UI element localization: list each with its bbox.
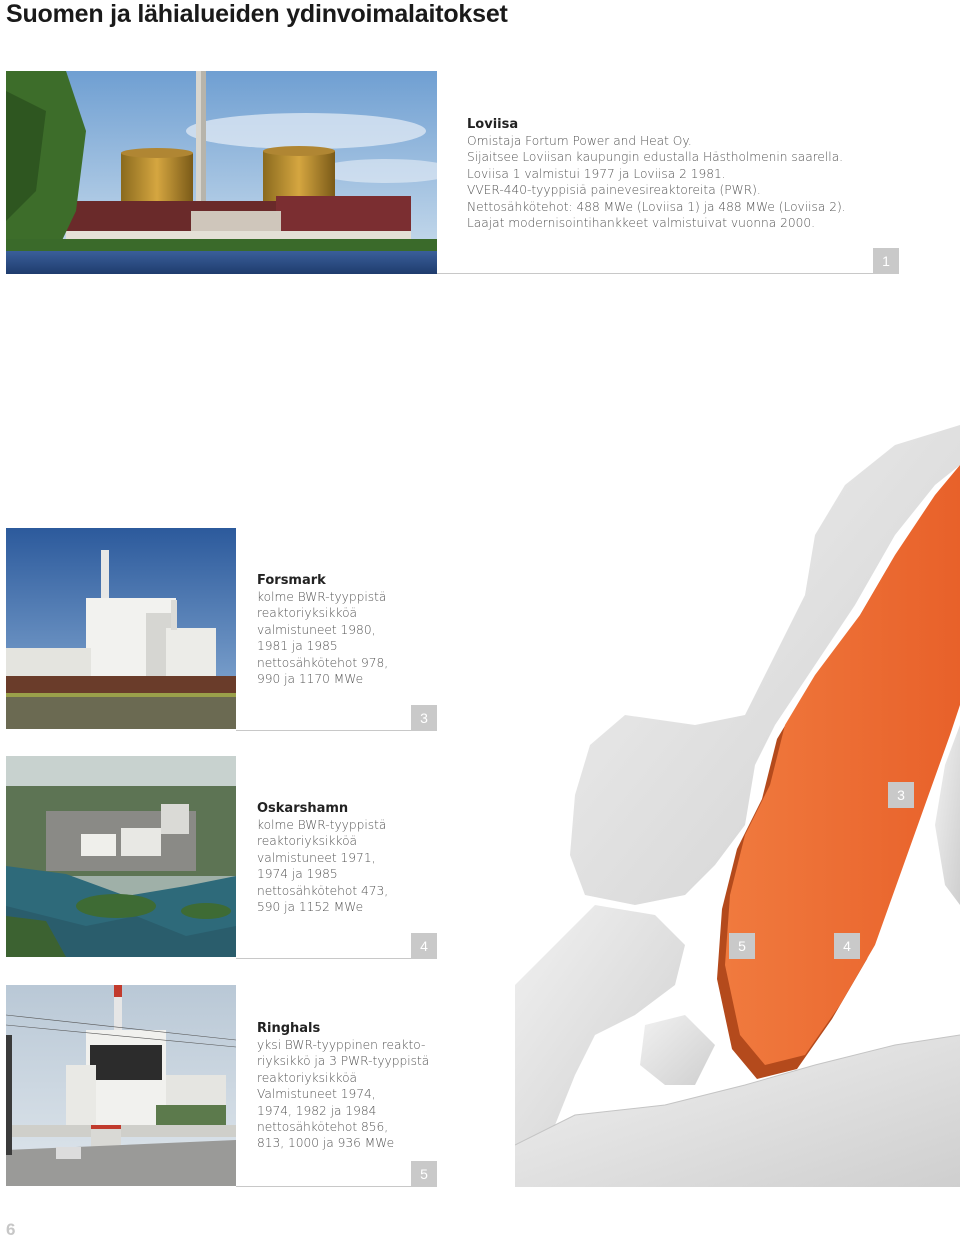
plant-detail: nettosähkötehot 856, xyxy=(257,1120,389,1135)
page-title: Suomen ja lähialueiden ydinvoimalaitokset xyxy=(6,0,508,28)
plant-detail: valmistuneet 1971, xyxy=(257,850,376,865)
plant-detail: Valmistuneet 1974, xyxy=(257,1087,376,1102)
ringhals-photo xyxy=(6,985,236,1186)
plant-name: Forsmark xyxy=(257,573,326,588)
plant-detail: VVER-440-tyyppisiä painevesireaktoreita (PWR). xyxy=(467,183,761,198)
map-badge-forsmark: 3 xyxy=(888,782,914,808)
divider xyxy=(236,1186,436,1187)
plant-detail: valmistuneet 1980, xyxy=(257,622,376,637)
ringhals-badge: 5 xyxy=(411,1161,437,1187)
page-number: 6 xyxy=(6,1220,16,1238)
plant-detail: kolme BWR-tyyppistä xyxy=(257,590,387,604)
plant-detail: nettosähkötehot 473, xyxy=(257,883,389,898)
oskarshamn-info xyxy=(257,801,388,915)
plant-detail: Laajat modernisointihankkeet valmistuivat vuonna 2000. xyxy=(467,216,816,231)
forsmark-info xyxy=(257,573,388,687)
divider xyxy=(236,730,436,731)
plant-detail: 1974 ja 1985 xyxy=(257,867,338,882)
plant-detail: reaktoriyksikköä xyxy=(257,606,358,621)
plant-detail: 990 ja 1170 MWe xyxy=(257,672,364,687)
plant-detail: yksi BWR-tyyppinen reakto- xyxy=(257,1038,426,1052)
plant-detail: kolme BWR-tyyppistä xyxy=(257,818,387,832)
oskarshamn-photo xyxy=(6,756,236,957)
plant-name: Oskarshamn xyxy=(257,801,349,816)
divider xyxy=(437,273,899,274)
plant-detail: 1981 ja 1985 xyxy=(257,639,338,654)
plant-detail: Omistaja Fortum Power and Heat Oy. xyxy=(467,134,692,148)
plant-detail: Sijaitsee Loviisan kaupungin edustalla Hästholmenin saarella. xyxy=(467,150,844,165)
ringhals-info xyxy=(257,1021,429,1152)
plant-name: Ringhals xyxy=(257,1021,321,1036)
plant-detail: 590 ja 1152 MWe xyxy=(257,900,364,915)
plant-detail: nettosähkötehot 978, xyxy=(257,655,389,670)
loviisa-info xyxy=(467,117,846,231)
forsmark-photo xyxy=(6,528,236,729)
divider xyxy=(236,958,436,959)
map-badge-oskarshamn: 4 xyxy=(834,933,860,959)
plant-detail: reaktoriyksikköä xyxy=(257,834,358,849)
loviisa-badge: 1 xyxy=(873,248,899,274)
forsmark-badge: 3 xyxy=(411,705,437,731)
plant-name: Loviisa xyxy=(467,117,519,132)
plant-detail: Nettosähkötehot: 488 MWe (Loviisa 1) ja 488 MWe (Loviisa 2). xyxy=(467,199,846,214)
plant-detail: reaktoriyksikköä xyxy=(257,1070,358,1085)
oskarshamn-badge: 4 xyxy=(411,933,437,959)
map-badge-ringhals: 5 xyxy=(729,933,755,959)
plant-detail: riyksikkö ja 3 PWR-tyyppistä xyxy=(257,1054,430,1069)
plant-detail: Loviisa 1 valmistui 1977 ja Loviisa 2 1981. xyxy=(467,166,726,181)
plant-detail: 813, 1000 ja 936 MWe xyxy=(257,1136,395,1151)
loviisa-photo xyxy=(6,71,437,274)
plant-detail: 1974, 1982 ja 1984 xyxy=(257,1103,377,1118)
